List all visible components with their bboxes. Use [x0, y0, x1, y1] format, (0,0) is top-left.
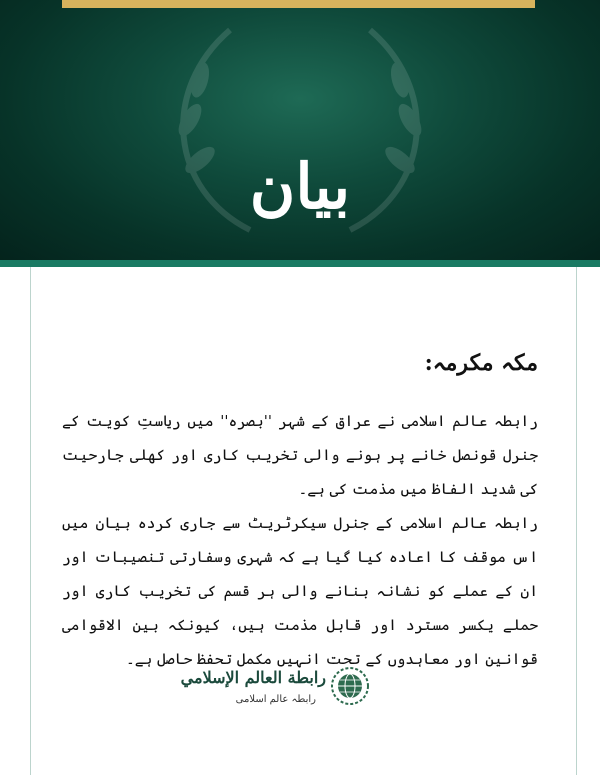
page-title: بیان: [249, 150, 351, 223]
header-banner: [0, 0, 600, 260]
org-name-arabic: رابطة العالم الإسلامي: [180, 668, 326, 687]
gold-top-bar: [62, 0, 535, 8]
statement-body: [62, 404, 538, 676]
paragraph: رابطہ عالم اسلامی نے عراق کے شہر ''بصرہ'' میں ریاستِ کویت کے جنرل قونصل خانے پر ہونے والی تخریب کاری اور کھلی جارحیت کی شدید الفاظ میں مذمت کی ہے۔: [62, 412, 538, 498]
dateline-location: مکہ مکرمہ:: [424, 350, 538, 376]
frame-border-right: [576, 267, 577, 775]
org-logo: [180, 660, 370, 720]
header-stripe: [0, 260, 600, 267]
paragraph: رابطہ عالم اسلامی کے جنرل سیکرٹریٹ سے جاری کردہ بیان میں اس موقف کا اعادہ کیا گیا ہے کہ شہری وسفارتی تنصیبات اور ان کے عملے کو نشانہ بنانے والی ہر قسم کی تخریب کاری اور حملے یکسر مسترد اور قابل مذمت ہیں، کیونکہ بین الاقوامی قوانین اور معاہدوں کے تحت انہیں مکمل تحفظ حاصل ہے۔: [62, 514, 538, 668]
globe-emblem-icon: [330, 666, 370, 706]
frame-border-left: [30, 267, 31, 775]
org-name-urdu: رابطہ عالم اسلامی: [235, 694, 316, 705]
